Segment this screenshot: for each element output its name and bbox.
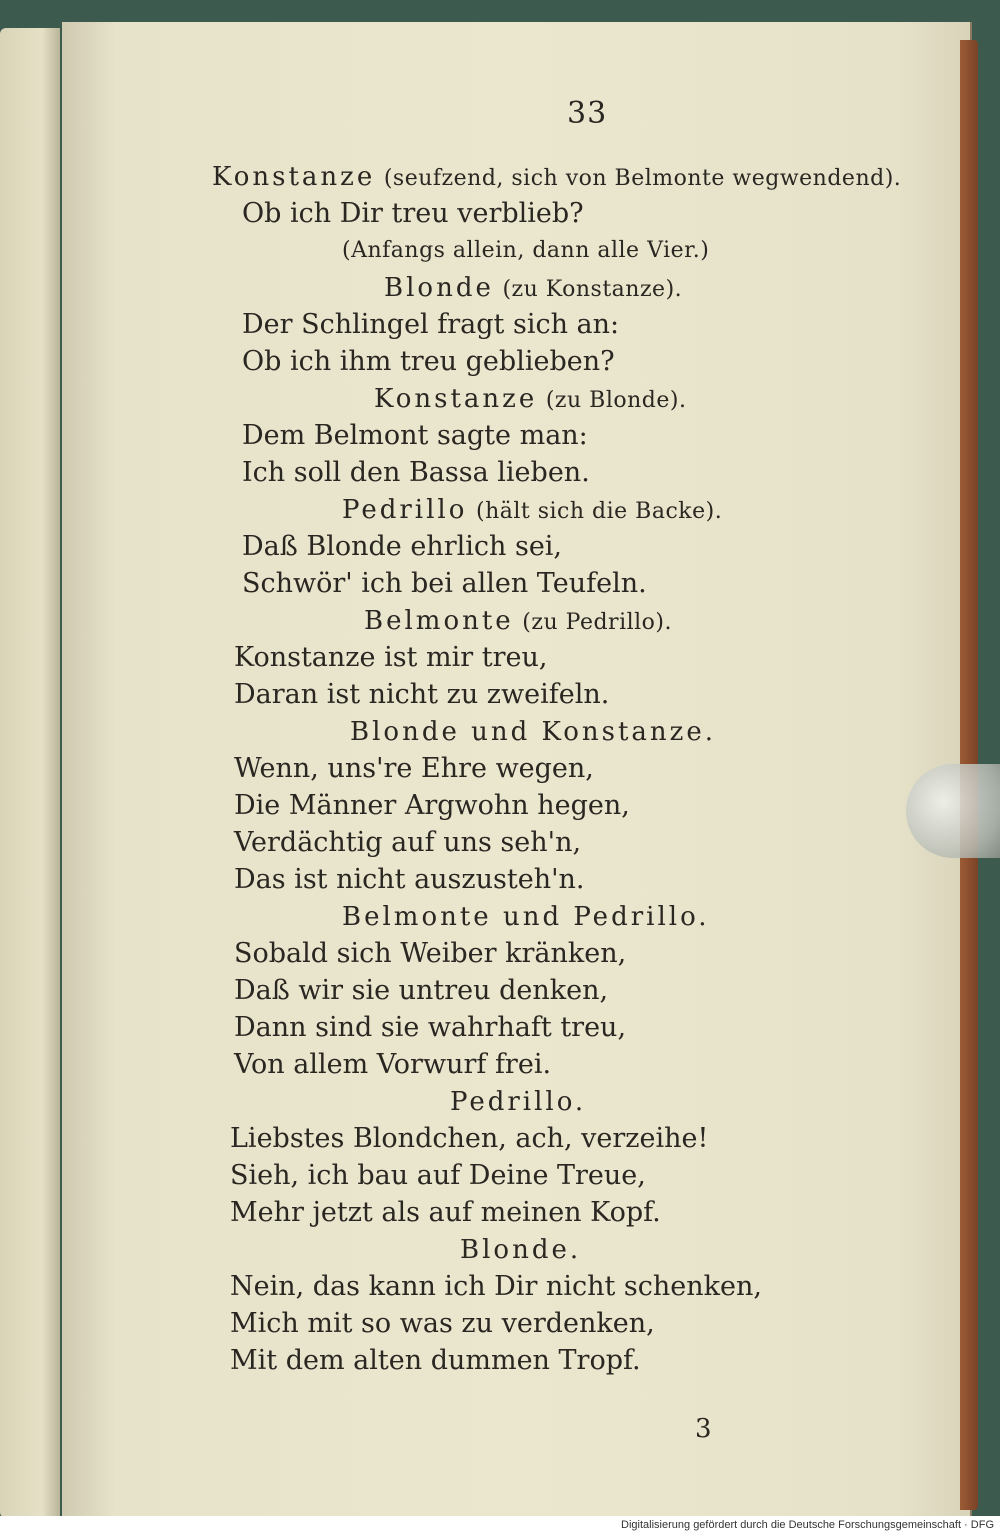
verse-line: Ob ich Dir treu verblieb? — [242, 198, 584, 229]
speaker-line — [384, 268, 682, 308]
speaker-name: Konstanze — [212, 162, 376, 192]
verse-line: Mit dem alten dummen Tropf. — [230, 1345, 641, 1376]
digitization-credit — [0, 1516, 1000, 1534]
speaker-line — [212, 157, 901, 197]
stage-direction: (zu Blonde). — [545, 388, 687, 413]
speaker-line — [450, 1082, 586, 1122]
facing-page-edge — [0, 28, 60, 1518]
verse-line: Der Schlingel fragt sich an: — [242, 309, 620, 340]
speaker-name: Pedrillo. — [450, 1087, 587, 1117]
speaker-name: Konstanze — [374, 384, 538, 414]
verse-line: Mich mit so was zu verdenken, — [230, 1308, 655, 1339]
verse-line: Die Männer Argwohn hegen, — [234, 790, 630, 821]
speaker-name: Blonde — [384, 273, 494, 303]
verse-line: Nein, das kann ich Dir nicht schenken, — [230, 1271, 762, 1302]
verse-line: Von allem Vorwurf frei. — [234, 1049, 552, 1080]
book-page — [62, 22, 970, 1522]
speaker-line — [460, 1230, 581, 1270]
verse-line: Sobald sich Weiber kränken, — [234, 938, 627, 969]
speaker-line — [350, 712, 716, 752]
verse-line: Konstanze ist mir treu, — [234, 642, 548, 673]
verse-line: Dann sind sie wahrhaft treu, — [234, 1012, 627, 1043]
verse-line: Verdächtig auf uns seh'n, — [234, 827, 582, 858]
speaker-line — [342, 897, 710, 937]
verse-line: Wenn, uns're Ehre wegen, — [234, 753, 594, 784]
glass-weight — [906, 764, 1000, 858]
speaker-name: Belmonte und Pedrillo. — [342, 902, 710, 932]
verse-line: Das ist nicht auszusteh'n. — [234, 864, 585, 895]
page-number: 33 — [567, 96, 608, 131]
verse-line: Dem Belmont sagte man: — [242, 420, 588, 451]
speaker-name: Blonde und Konstanze. — [350, 717, 717, 747]
stage-direction: (zu Konstanze). — [502, 277, 683, 302]
speaker-line — [342, 490, 722, 530]
verse-line: Mehr jetzt als auf meinen Kopf. — [230, 1197, 661, 1228]
speaker-name: Belmonte — [364, 606, 514, 636]
verse-line: Daß Blonde ehrlich sei, — [242, 531, 563, 562]
verse-line: Sieh, ich bau auf Deine Treue, — [230, 1160, 646, 1191]
stage-direction: (hält sich die Backe). — [475, 499, 723, 524]
verse-line: Schwör' ich bei allen Teufeln. — [242, 568, 647, 599]
stage-direction: (zu Pedrillo). — [522, 610, 672, 635]
speaker-line — [364, 601, 672, 641]
stage-direction: (Anfangs allein, dann alle Vier.) — [342, 238, 710, 263]
verse-line: Liebstes Blondchen, ach, verzeihe! — [230, 1123, 709, 1154]
signature-mark: 3 — [695, 1414, 712, 1444]
verse-line: Daß wir sie untreu denken, — [234, 975, 609, 1006]
verse-line: Daran ist nicht zu zweifeln. — [234, 679, 610, 710]
speaker-line — [374, 379, 686, 419]
credit-text: Digitalisierung gefördert durch die Deutsche Forschungsgemeinschaft · DFG — [621, 1519, 994, 1531]
verse-line: Ob ich ihm treu geblieben? — [242, 346, 615, 377]
speaker-name: Pedrillo — [342, 495, 468, 525]
speaker-name: Blonde. — [460, 1235, 582, 1265]
verse-line: Ich soll den Bassa lieben. — [242, 457, 590, 488]
stage-direction: (seufzend, sich von Belmonte wegwendend). — [383, 166, 902, 191]
